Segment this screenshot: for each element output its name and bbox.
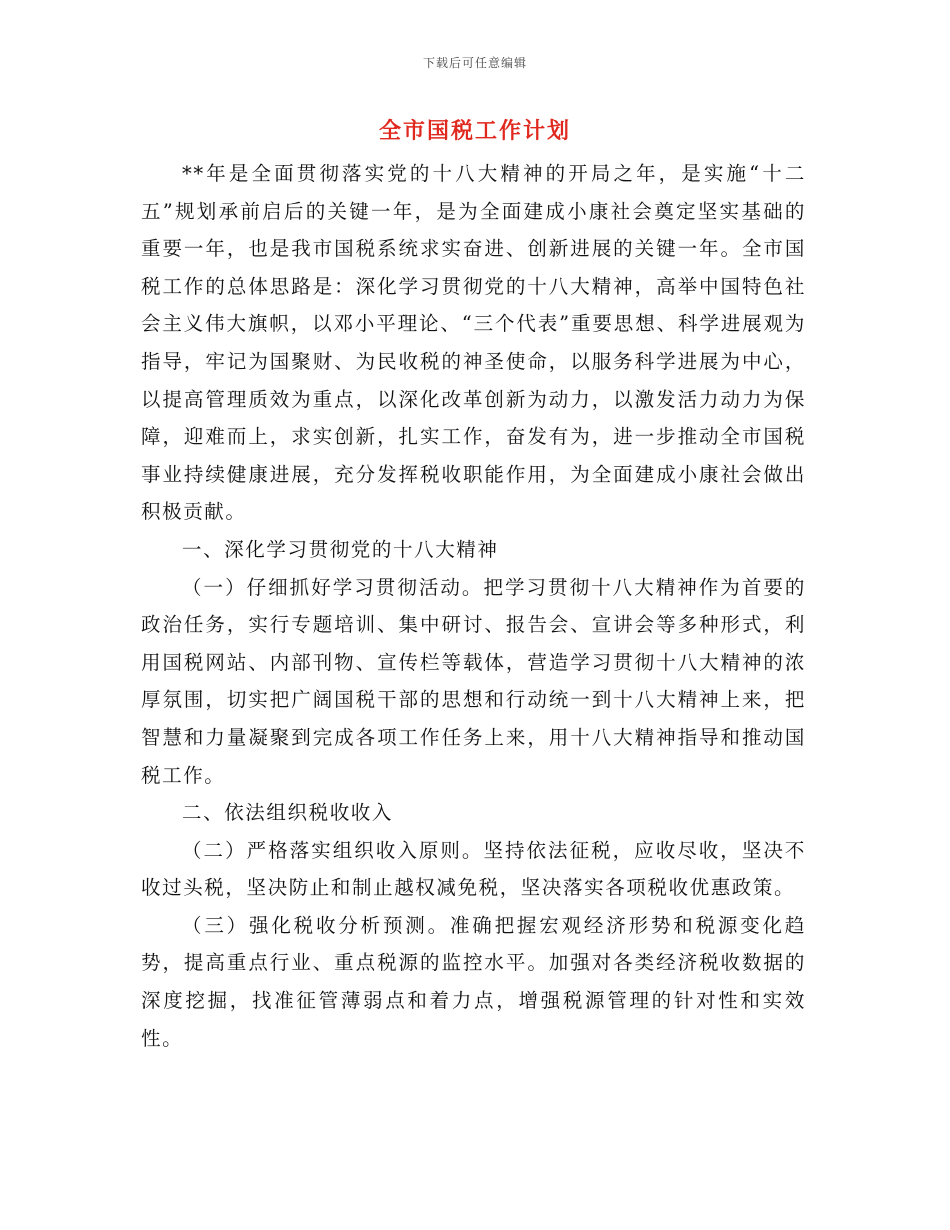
intro-paragraph: **年是全面贯彻落实党的十八大精神的开局之年，是实施“十二五”规划承前启后的关键一年，是为全面建成小康社会奠定坚实基础的重要一年，也是我市国税系统求实奋进、创新进展的关键一年。全市国税工作的总体思路是：深化学习贯彻党的十八大精神，高举中国特色社会主义伟大旗帜，以邓小平理论、“三个代表”重要思想、科学进展观为指导，牢记为国聚财、为民收税的神圣使命，以服务科学进展为中心，以提高管理质效为重点，以深化改革创新为动力，以激发活力动力为保障，迎难而上，求实创新，扎实工作，奋发有为，进一步推动全市国税事业持续健康进展，充分发挥税收职能作用，为全面建成小康社会做出积极贡献。 xyxy=(141,162,806,524)
paragraph-2-2: （二）严格落实组织收入原则。坚持依法征税，应收尽收，坚决不收过头税，坚决防止和制止越权减免税，坚决落实各项税收优惠政策。 xyxy=(141,838,806,900)
section-heading-1: 一、深化学习贯彻党的十八大精神 xyxy=(182,537,499,561)
paragraph-1-1: （一）仔细抓好学习贯彻活动。把学习贯彻十八大精神作为首要的政治任务，实行专题培训、集中研讨、报告会、宣讲会等多种形式，利用国税网站、内部刊物、宣传栏等载体，营造学习贯彻十八大精神的浓厚氛围，切实把广阔国税干部的思想和行动统一到十八大精神上来，把智慧和力量凝聚到完成各项工作任务上来，用十八大精神指导和推动国税工作。 xyxy=(141,575,806,787)
header-note: 下载后可任意编辑 xyxy=(422,56,527,70)
section-heading-2: 二、依法组织税收收入 xyxy=(182,801,394,825)
paragraph-2-3: （三）强化税收分析预测。准确把握宏观经济形势和税源变化趋势，提高重点行业、重点税源的监控水平。加强对各类经济税收数据的深度挖掘，找准征管薄弱点和着力点，增强税源管理的针对性和实效性。 xyxy=(141,913,806,1050)
document-title: 全市国税工作计划 xyxy=(378,118,571,144)
document-body xyxy=(141,155,806,1057)
